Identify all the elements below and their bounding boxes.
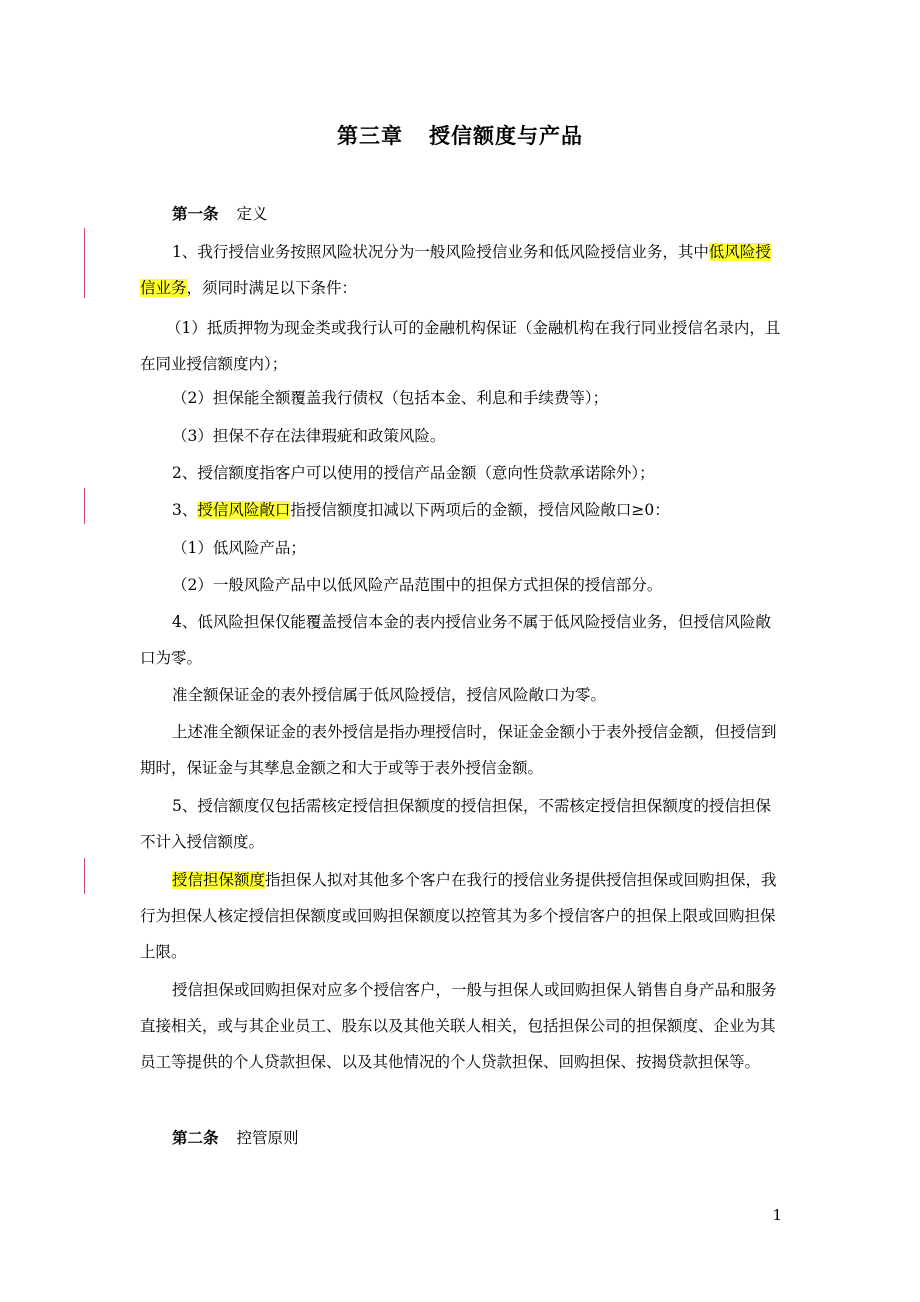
article-1-heading xyxy=(140,196,782,232)
article-2-label: 第二条 xyxy=(172,1129,219,1147)
paragraph-3 xyxy=(140,492,782,528)
revision-mark xyxy=(84,858,85,894)
chapter-name: 授信额度与产品 xyxy=(429,124,583,148)
paragraph-5: 准全额保证金的表外授信属于低风险授信，授信风险敞口为零。 xyxy=(172,686,607,704)
condition-1: （1）抵质押物为现金类或我行认可的金融机构保证（金融机构在我行同业授信名录内，且在同业授信额度内）； xyxy=(140,319,781,373)
paragraph-3-text: 指授信额度扣减以下两项后的金额，授信风险敞口≥0： xyxy=(290,501,670,519)
deduction-1: （1）低风险产品； xyxy=(172,539,306,557)
paragraph-9: 授信担保或回购担保对应多个授信客户，一般与担保人或回购担保人销售自身产品和服务直接相关，或与其企业员工、股东以及其他关联人相关，包括担保公司的担保额度、企业为其员工等提供的个人贷款担保、以及其他情况的个人贷款担保、回购担保、按揭贷款担保等。 xyxy=(140,981,777,1071)
article-2-heading xyxy=(140,1120,782,1156)
paragraph-8-text: 指担保人拟对其他多个客户在我行的授信业务提供授信担保或回购担保，我行为担保人核定授信担保额度或回购担保额度以控管其为多个授信客户的担保上限或回购担保上限。 xyxy=(140,871,777,961)
highlight-risk-exposure: 授信风险敞口 xyxy=(197,501,291,519)
paragraph-2: 2、授信额度指客户可以使用的授信产品金额（意向性贷款承诺除外）； xyxy=(172,464,655,482)
chapter-title xyxy=(0,120,920,150)
highlight-guarantee-limit: 授信担保额度 xyxy=(172,871,266,889)
revision-mark xyxy=(84,488,85,524)
paragraph-6: 上述准全额保证金的表外授信是指办理授信时，保证金金额小于表外授信金额，但授信到期时，保证金与其孳息金额之和大于或等于表外授信金额。 xyxy=(140,723,777,777)
article-2-title: 控管原则 xyxy=(236,1129,299,1147)
revision-mark xyxy=(84,228,85,298)
condition-2: （2）担保能全额覆盖我行债权（包括本金、利息和手续费等）； xyxy=(172,389,609,407)
page-number: 1 xyxy=(772,1206,782,1224)
paragraph-3-prefix: 3、 xyxy=(172,501,198,519)
article-1-label: 第一条 xyxy=(172,205,219,223)
paragraph-7: 5、授信额度仅包括需核定授信担保额度的授信担保，不需核定授信担保额度的授信担保不计入授信额度。 xyxy=(140,797,771,851)
highlight-low-risk-business: 低风险授信业务 xyxy=(140,243,771,297)
paragraph-8 xyxy=(140,862,782,970)
deduction-2: （2）一般风险产品中以低风险产品范围中的担保方式担保的授信部分。 xyxy=(172,576,663,594)
condition-3: （3）担保不存在法律瑕疵和政策风险。 xyxy=(172,427,446,445)
paragraph-4: 4、低风险担保仅能覆盖授信本金的表内授信业务不属于低风险授信业务，但授信风险敞口为零。 xyxy=(140,613,771,667)
paragraph-1-text: 1、我行授信业务按照风险状况分为一般风险授信业务和低风险授信业务，其中 xyxy=(172,243,709,261)
paragraph-1 xyxy=(140,234,782,306)
chapter-number: 第三章 xyxy=(337,124,403,148)
paragraph-1-tail: ，须同时满足以下条件： xyxy=(186,279,358,297)
article-1-title: 定义 xyxy=(236,205,268,223)
